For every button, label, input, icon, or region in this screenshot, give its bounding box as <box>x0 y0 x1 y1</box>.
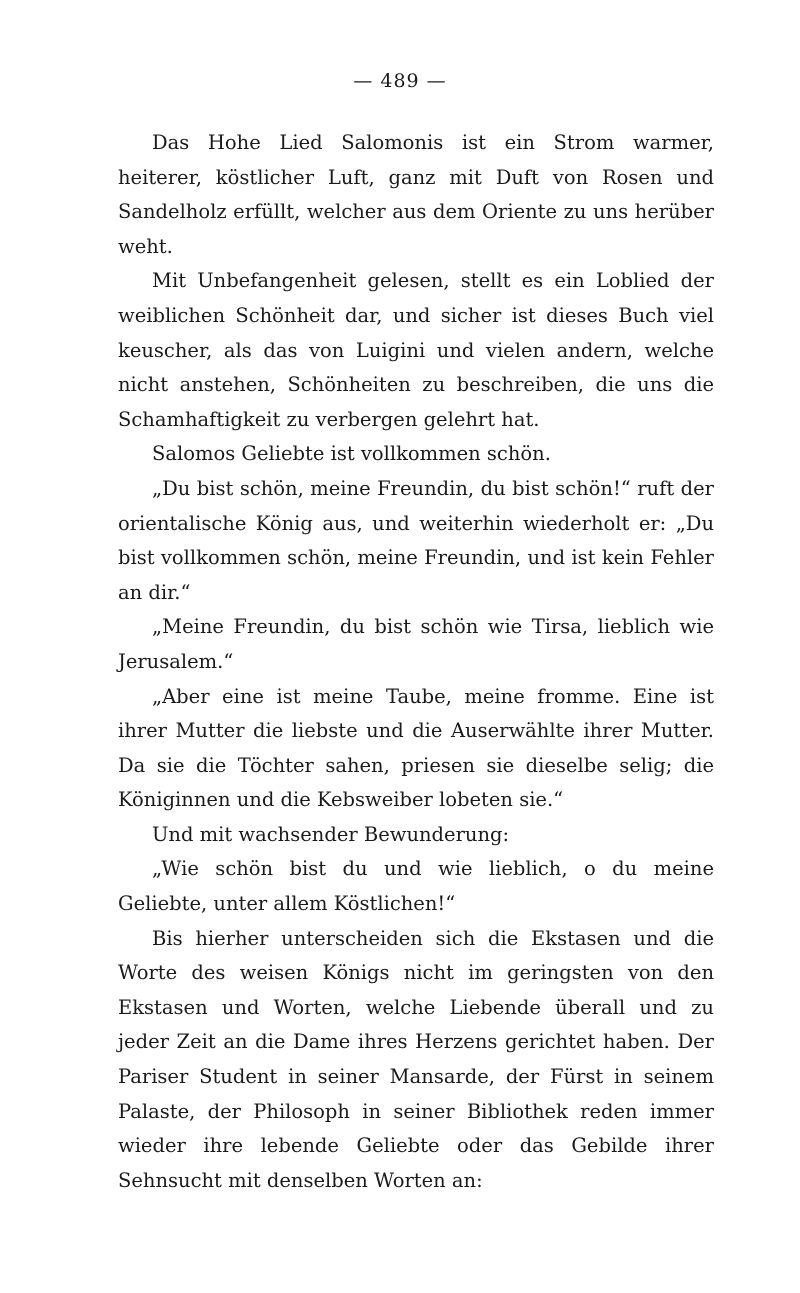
paragraph: Das Hohe Lied Salomonis ist ein Strom warmer, heiterer, köstlicher Luft, ganz mit Duft von Rosen und Sandelholz erfüllt, welcher aus dem Oriente zu uns herüber weht. <box>118 131 714 258</box>
paragraph: „Du bist schön, meine Freundin, du bist schön!“ ruft der orientalische König aus, und weiterhin wiederholt er: „Du bist vollkommen schön, meine Freundin, und ist kein Fehler an dir.“ <box>118 476 714 604</box>
paragraph: „Meine Freundin, du bist schön wie Tirsa, lieblich wie Jerusalem.“ <box>118 615 714 673</box>
paragraph: Mit Unbefangenheit gelesen, stellt es ein Loblied der weiblichen Schönheit dar, und sicher ist dieses Buch viel keuscher, als das von Luigini und vielen andern, welche nicht anstehen, Schönheiten zu beschreiben, die uns die Schamhaftigkeit zu verbergen gelehrt hat. <box>118 269 714 431</box>
paragraph: „Aber eine ist meine Taube, meine fromme. Eine ist ihrer Mutter die liebste und die Auserwählte ihrer Mutter. Da sie die Töchter sahen, priesen sie dieselbe selig; die Königinnen und die Kebsweiber lobeten sie.“ <box>118 684 714 812</box>
paragraph: Bis hierher unterscheiden sich die Ekstasen und die Worte des weisen Königs nicht im geringsten von den Ekstasen und Worten, welche Liebende überall und zu jeder Zeit an die Dame ihres Herzens gerichtet haben. Der Pariser Student in seiner Mansarde, der Fürst in seinem Palaste, der Philosoph in seiner Bibliothek reden immer wieder ihre lebende Geliebte oder das Gebilde ihrer Sehnsucht mit denselben Worten an: <box>118 926 714 1192</box>
paragraph: „Wie schön bist du und wie lieblich, o du meine Geliebte, unter allem Köstlichen!“ <box>118 857 714 916</box>
paragraph: Und mit wachsender Bewunderung: <box>152 822 510 846</box>
paragraph: Salomos Geliebte ist vollkommen schön. <box>152 442 551 466</box>
page-number: — 489 — <box>353 70 447 92</box>
page-body <box>118 126 714 1198</box>
